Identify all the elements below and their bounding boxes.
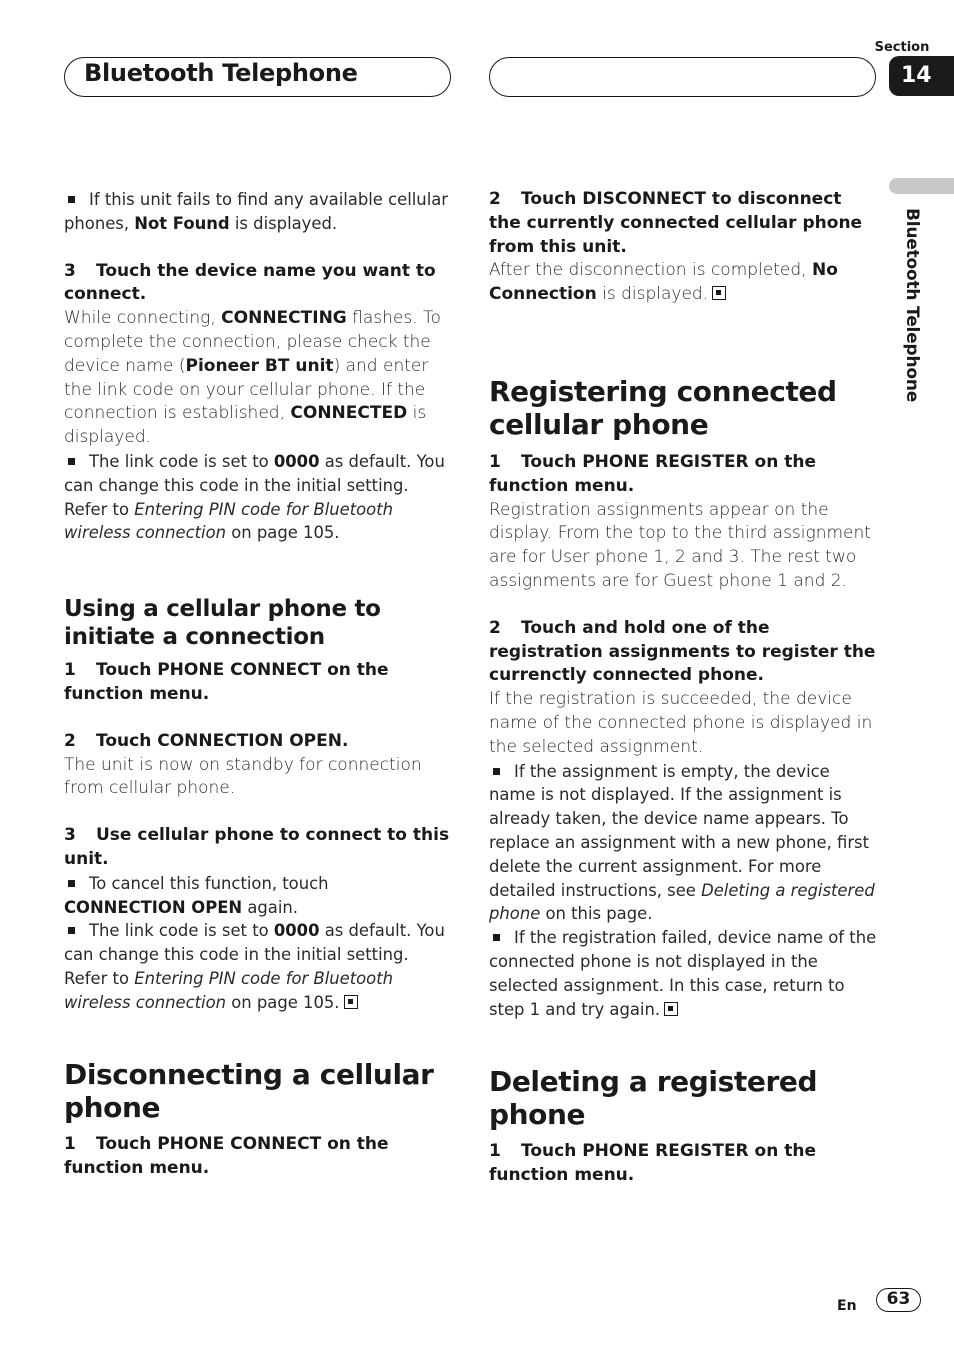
d-step-2-body: After the disconnection is completed, No Connection is displayed.	[489, 260, 838, 305]
u-step-2-body: The unit is now on standby for connection from cellular phone.	[64, 754, 422, 799]
end-mark-icon	[344, 995, 358, 1009]
left-column-bottom	[64, 1058, 454, 1181]
page-title: Bluetooth Telephone	[84, 59, 358, 87]
note-link-code: The link code is set to 0000 as default. You can change this code in the initial setting. Refer to Entering PIN code for Bluetooth wireless connection on page 105.	[64, 451, 445, 543]
side-title: Bluetooth Telephone	[902, 208, 922, 403]
r-step-1-body: Registration assignments appear on the display. From the top to the third assignment are for User phone 1, 2 and 3. The rest two assignments are for Guest phone 1 and 2.	[489, 499, 871, 591]
heading-registering: Registering connected cellular phone	[489, 374, 837, 441]
note-not-found: If this unit fails to find any available cellular phones, Not Found is displayed.	[64, 190, 449, 233]
heading-disconnecting: Disconnecting a cellular phone	[64, 1058, 434, 1124]
right-column-bottom	[489, 1065, 879, 1188]
end-mark-icon	[712, 286, 726, 300]
side-tab	[889, 178, 954, 194]
right-column	[489, 188, 879, 1021]
r-step-2-body: If the registration is succeeded, the device name of the connected phone is displayed in the selected assignment.	[489, 689, 873, 757]
note-registration-failed: If the registration failed, device name of the connected phone is not displayed in the selected assignment. In this case, return to step 1 and try again.	[489, 928, 877, 1019]
bullet-square-icon	[493, 934, 500, 941]
r-step-1: 1 Touch PHONE REGISTER on the function menu.	[489, 451, 817, 496]
page-number: 63	[876, 1288, 921, 1312]
language-label: En	[837, 1298, 857, 1314]
step-3-body: While connecting, CONNECTING flashes. To complete the connection, please check the device name (Pioneer BT unit) and enter the link code on your cellular phone. If the connection is established, CONNECTED is displayed.	[64, 308, 441, 448]
bullet-square-icon	[493, 768, 500, 775]
step-3-select-device: 3 Touch the device name you want to connect.	[64, 260, 436, 305]
del-step-1: 1 Touch PHONE REGISTER on the function menu.	[489, 1141, 817, 1185]
note-empty-assignment: If the assignment is empty, the device name is not displayed. If the assignment is already taken, the device name appears. To replace an assignment with a new phone, first delete the current assignment. For more detailed instructions, see Deleting a registered phone on this page.	[489, 761, 875, 924]
left-column	[64, 188, 454, 1015]
note-link-code-2: The link code is set to 0000 as default. You can change this code in the initial setting. Refer to Entering PIN code for Bluetooth wireless connection on page 105.	[64, 921, 445, 1012]
bullet-square-icon	[68, 927, 75, 934]
section-label: Section	[874, 40, 930, 55]
section-number-badge: 14	[889, 56, 954, 96]
u-step-1: 1 Touch PHONE CONNECT on the function menu.	[64, 660, 389, 704]
d-step-2: 2 Touch DISCONNECT to disconnect the currently connected cellular phone from this unit.	[489, 189, 863, 257]
bullet-square-icon	[68, 196, 75, 203]
bullet-square-icon	[68, 458, 75, 465]
heading-deleting: Deleting a registered phone	[489, 1065, 818, 1131]
header-blank-frame	[489, 57, 876, 97]
r-step-2: 2 Touch and hold one of the registration assignments to register the currenctly connected phone.	[489, 617, 876, 686]
u-step-3: 3 Use cellular phone to connect to this unit.	[64, 825, 450, 869]
bullet-square-icon	[68, 880, 75, 887]
u-step-2: 2 Touch CONNECTION OPEN.	[64, 730, 349, 751]
subheading-initiate-connection: Using a cellular phone to initiate a connection	[64, 596, 381, 651]
d-step-1: 1 Touch PHONE CONNECT on the function menu.	[64, 1134, 389, 1178]
note-cancel: To cancel this function, touch CONNECTION OPEN again.	[64, 873, 329, 917]
end-mark-icon	[664, 1002, 678, 1016]
